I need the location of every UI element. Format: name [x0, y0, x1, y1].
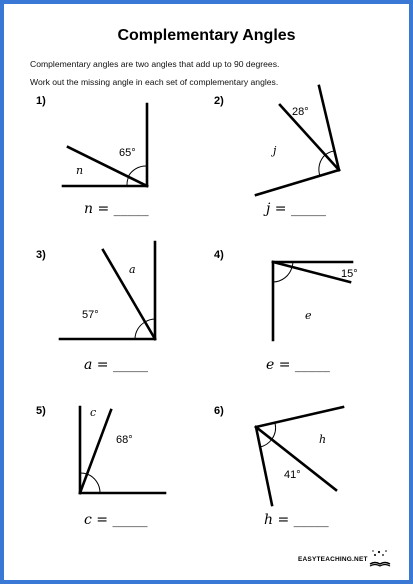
- diagram-6: [256, 407, 343, 505]
- answer-line-5[interactable]: [84, 512, 147, 528]
- answer-blank-6: = _____: [273, 512, 329, 528]
- answer-blank-4: = _____: [274, 357, 330, 373]
- diagram-2: [256, 86, 339, 195]
- answer-variable-3: a: [84, 357, 93, 373]
- answer-variable-6: h: [264, 512, 274, 528]
- question-number-1: 1): [36, 95, 46, 107]
- question-number-2: 2): [214, 95, 224, 107]
- worksheet-title: Complementary Angles: [117, 27, 296, 44]
- given-angle-5: 68°: [116, 434, 133, 446]
- given-angle-4: 15°: [341, 268, 358, 280]
- diagram-5: [80, 407, 165, 493]
- book-logo-icon: [368, 548, 392, 568]
- answer-variable-4: e: [266, 357, 275, 373]
- given-angle-2: 28°: [292, 106, 309, 118]
- answer-blank-1: = _____: [93, 201, 149, 217]
- answer-line-4[interactable]: [266, 357, 330, 373]
- answer-variable-5: c: [84, 512, 92, 528]
- answer-line-1[interactable]: [84, 201, 149, 217]
- answer-variable-1: n: [84, 201, 94, 217]
- answer-variable-2: j: [266, 201, 271, 217]
- answer-blank-3: = _____: [92, 357, 148, 373]
- intro-line-1: Complementary angles are two angles that add up to 90 degrees.: [30, 59, 280, 69]
- given-angle-1: 65°: [119, 147, 136, 159]
- given-angle-3: 57°: [82, 309, 99, 321]
- unknown-angle-2: j: [273, 144, 277, 157]
- question-number-3: 3): [36, 249, 46, 261]
- answer-blank-5: = _____: [91, 512, 148, 528]
- unknown-angle-4: e: [305, 309, 312, 322]
- answer-line-3[interactable]: [84, 357, 148, 373]
- question-number-4: 4): [214, 249, 224, 261]
- unknown-angle-5: c: [90, 406, 97, 419]
- footer-brand: EASYTEACHING.NET: [298, 556, 368, 563]
- answer-line-6[interactable]: [264, 512, 329, 528]
- intro-line-2: Work out the missing angle in each set of complementary angles.: [30, 77, 279, 87]
- answer-line-2[interactable]: [266, 201, 326, 217]
- answer-blank-2: = _____: [270, 201, 326, 217]
- unknown-angle-3: a: [129, 263, 136, 276]
- question-number-6: 6): [214, 405, 224, 417]
- question-number-5: 5): [36, 405, 46, 417]
- diagram-3: [60, 242, 155, 339]
- unknown-angle-6: h: [319, 433, 327, 446]
- unknown-angle-1: n: [76, 164, 84, 177]
- given-angle-6: 41°: [284, 469, 301, 481]
